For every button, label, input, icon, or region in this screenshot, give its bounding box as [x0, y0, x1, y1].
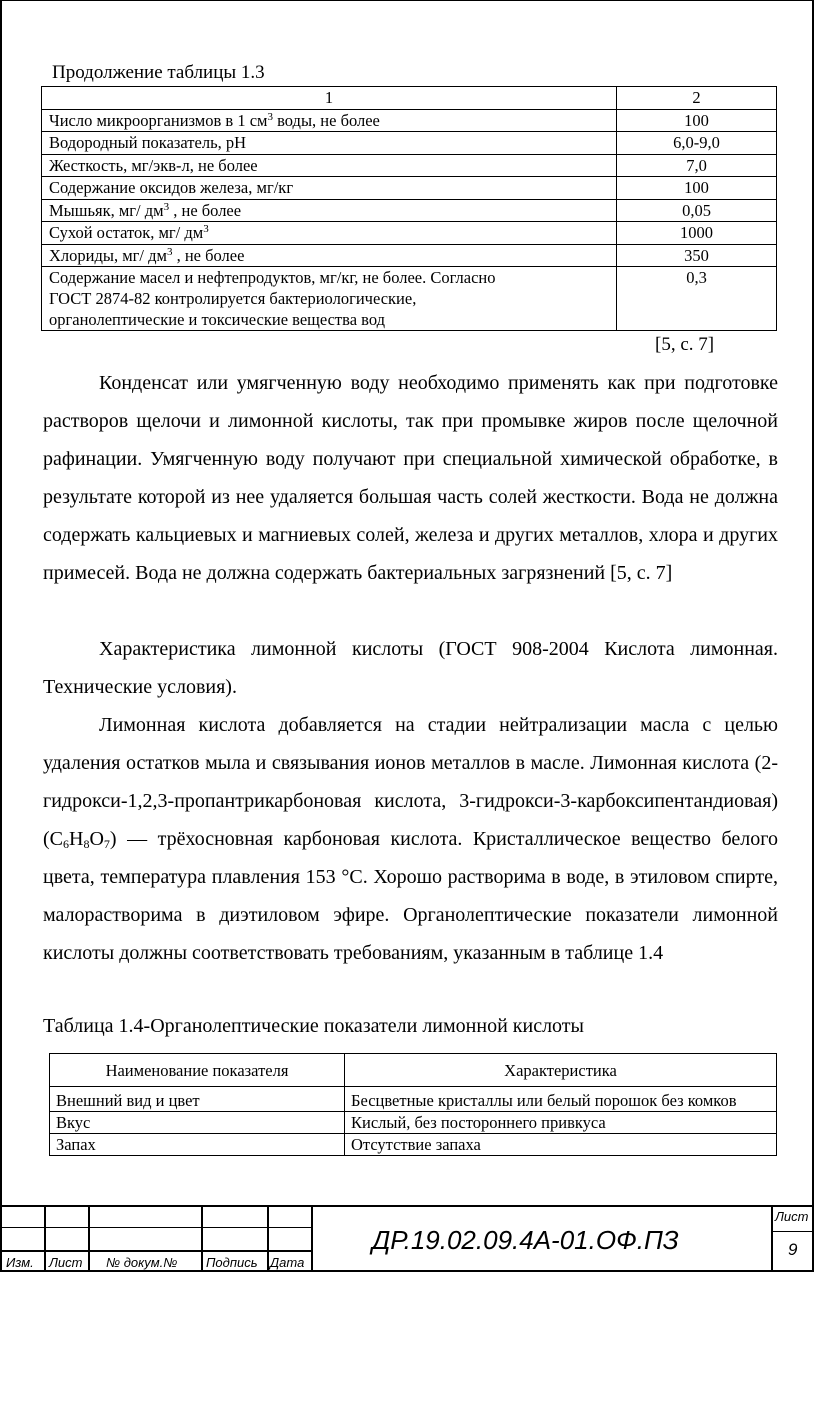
indicator-cell: Содержание оксидов железа, мг/кг — [42, 177, 617, 200]
table-row — [42, 222, 777, 245]
table-header-row — [50, 1054, 777, 1087]
table-row — [42, 267, 777, 331]
stamp-grid-line — [88, 1207, 90, 1272]
characteristic-cell: Бесцветные кристаллы или белый порошок без комков — [345, 1087, 777, 1112]
table-row — [42, 199, 777, 222]
header-cell: Характеристика — [345, 1054, 777, 1087]
stamp-grid-line — [201, 1207, 203, 1272]
header-cell: Наименование показателя — [50, 1054, 345, 1087]
table-row — [42, 154, 777, 177]
indicator-cell: Водородный показатель, рН — [42, 132, 617, 155]
table-row — [50, 1134, 777, 1156]
indicator-cell: Внешний вид и цвет — [50, 1087, 345, 1112]
stamp-grid-line — [311, 1207, 313, 1272]
water-requirements-table — [41, 86, 777, 331]
stamp-label-sign: Подпись — [206, 1255, 258, 1270]
indicator-cell: Сухой остаток, мг/ $дм^3$ — [42, 222, 617, 245]
table-header-row — [42, 87, 777, 110]
indicator-cell: Хлориды, мг/ $дм^3$ , не более — [42, 244, 617, 267]
characteristic-cell: Кислый, без постороннего привкуса — [345, 1112, 777, 1134]
characteristic-cell: Отсутствие запаха — [345, 1134, 777, 1156]
header-cell: 2 — [617, 87, 777, 110]
stamp-grid-line — [267, 1207, 269, 1272]
indicator-cell: Содержание масел и нефтепродуктов, мг/кг, не более. Согласно ГОСТ 2874-82 контролируется бактериологические, органолептические и токсические вещества вод — [42, 267, 617, 331]
sheet-label: Лист — [775, 1209, 809, 1224]
stamp-grid-line — [44, 1207, 46, 1272]
organoleptic-table — [49, 1053, 777, 1156]
header-cell: 1 — [42, 87, 617, 110]
value-cell: 6,0-9,0 — [617, 132, 777, 155]
table-row — [42, 109, 777, 132]
value-cell: 1000 — [617, 222, 777, 245]
indicator-cell: Жесткость, мг/экв-л, не более — [42, 154, 617, 177]
document-code: ДР.19.02.09.4А-01.ОФ.ПЗ — [372, 1225, 679, 1255]
table-row — [50, 1112, 777, 1134]
stamp-grid-line — [0, 1227, 312, 1228]
paragraph-citric-acid-description: Лимонная кислота добавляется на стадии нейтрализации масла с целью удаления остатков мыла и связывания ионов металлов в масле. Лимонная кислота (2-гидрокси-1,2,3-пропантрикарбоновая кислота, 3-гидрокси-3-карбоксипентандиовая) $(С_6Н_8О_7)$ — трёхосновная карбоновая кислота. Кристаллическое вещество белого цвета, температура плавления 153 °C. Хорошо растворима в воде, в этиловом спирте, малорастворима в диэтиловом эфире. Органолептические показатели лимонной кислоты должны соответствовать требованиям, указанным в таблице 1.4 — [43, 714, 778, 964]
indicator-cell: Мышьяк, мг/ $дм^3$ , не более — [42, 199, 617, 222]
value-cell: 0,05 — [617, 199, 777, 222]
table-row — [42, 244, 777, 267]
paragraph-condensate: Конденсат или умягченную воду необходимо применять как при подготовке растворов щелочи и лимонной кислоты, так при промывке жиров после щелочной рафинации. Умягченную воду получают при специальной химической обработке, в результате которой из нее удаляется большая часть солей жесткости. Вода не должна содержать кальциевых и магниевых солей, железа и других металлов, хлора и других примесей. Вода не должна содержать бактериальных загрязнений [5, с. 7] — [43, 372, 778, 584]
value-cell: 350 — [617, 244, 777, 267]
stamp-grid-line — [0, 1250, 312, 1252]
stamp-label-doc: № докум.№ — [106, 1255, 178, 1270]
table-continuation-caption: Продолжение таблицы 1.3 — [52, 62, 265, 83]
stamp-label-list: Лист — [49, 1255, 83, 1270]
table-row — [42, 177, 777, 200]
indicator-cell: Вкус — [50, 1112, 345, 1134]
stamp-label-izm: Изм. — [6, 1255, 34, 1270]
sheet-number: 9 — [788, 1240, 798, 1259]
indicator-cell: Число микроорганизмов в 1 $см^3$ воды, не более — [42, 109, 617, 132]
stamp-label-date: Дата — [270, 1255, 305, 1270]
value-cell: 100 — [617, 177, 777, 200]
value-cell: 7,0 — [617, 154, 777, 177]
stamp-grid-line — [771, 1231, 814, 1232]
paragraph-citric-acid-heading: Характеристика лимонной кислоты (ГОСТ 908-2004 Кислота лимонная. Технические условия). — [43, 638, 778, 698]
table-row — [50, 1087, 777, 1112]
table-row — [42, 132, 777, 155]
indicator-cell: Запах — [50, 1134, 345, 1156]
table-caption: Таблица 1.4-Органолептические показатели лимонной кислоты — [43, 1015, 584, 1037]
table-reference: [5, с. 7] — [655, 334, 715, 355]
value-cell: 100 — [617, 109, 777, 132]
value-cell: 0,3 — [617, 267, 777, 331]
stamp-grid-line — [771, 1207, 773, 1272]
